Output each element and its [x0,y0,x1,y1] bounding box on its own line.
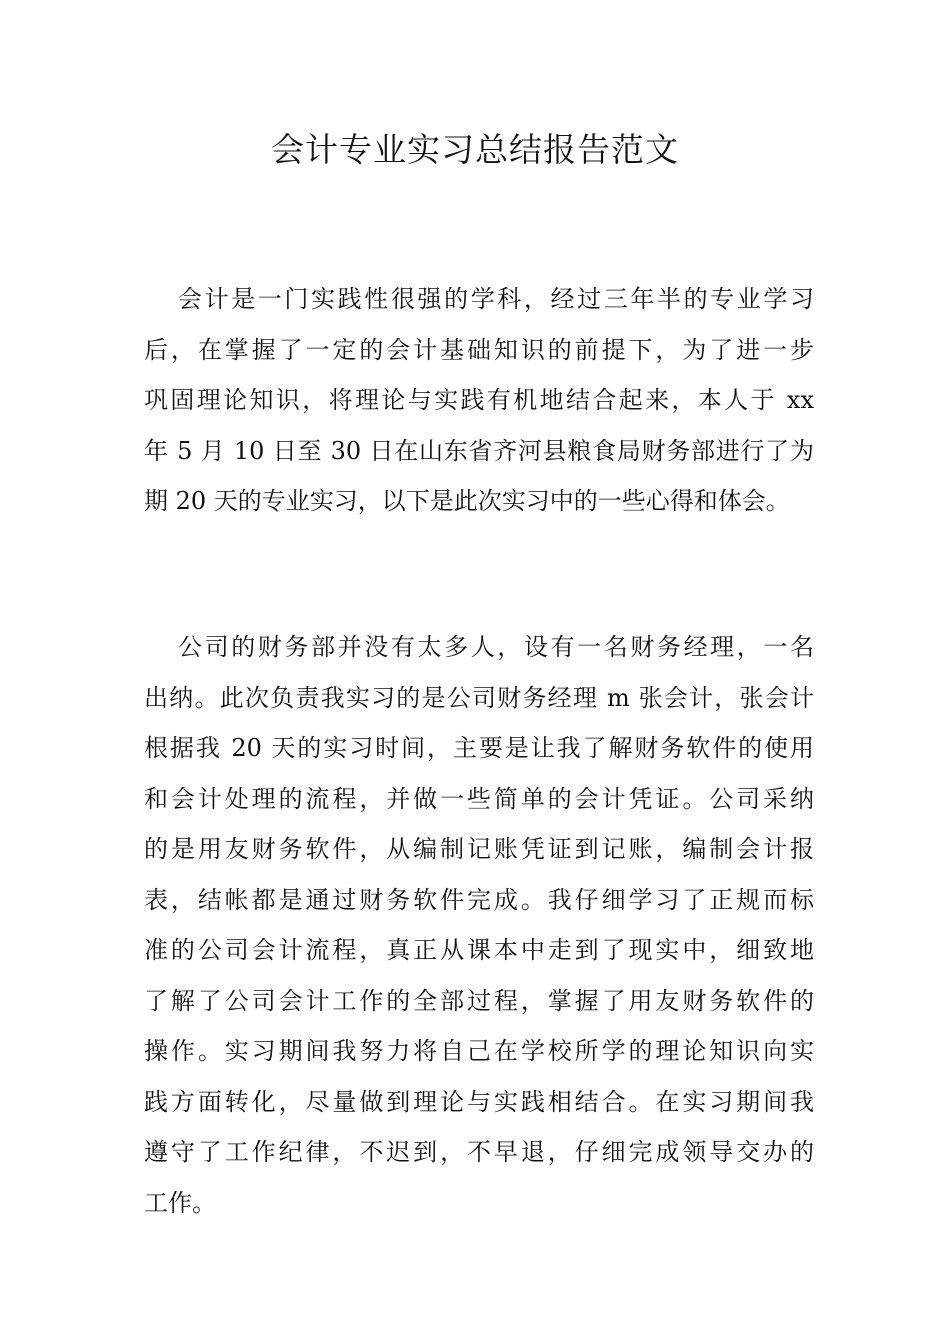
paragraph-line: 后，在掌握了一定的会计基础知识的前提下，为了进一步 [144,335,814,364]
paragraph-line: 的是用友财务软件，从编制记账凭证到记账，编制会计报 [144,835,814,863]
paragraph-line: 巩固理论知识，将理论与实践有机地结合起来，本人于 xx [144,386,814,414]
paragraph-finance-department [144,622,814,1228]
paragraph-line: 了解了公司会计工作的全部过程，掌握了用友财务软件的 [144,986,814,1015]
paragraph-line: 公司的财务部并没有太多人，设有一名财务经理，一名 [178,633,814,661]
paragraph-line: 准的公司会计流程，真正从课本中走到了现实中，细致地 [144,936,814,964]
paragraph-line: 操作。实习期间我努力将自己在学校所学的理论知识向实 [144,1037,814,1065]
paragraph-line: 表，结帐都是通过财务软件完成。我仔细学习了正规而标 [144,885,814,914]
paragraph-line: 会计是一门实践性很强的学科，经过三年半的专业学习 [178,285,814,313]
document-title: 会计专业实习总结报告范文 [271,130,679,169]
paragraph-line: 践方面转化，尽量做到理论与实践相结合。在实习期间我 [144,1087,814,1116]
paragraph-line: 期 20 天的专业实习，以下是此次实习中的一些心得和体会。 [144,487,790,515]
paragraph-line: 工作。 [144,1188,216,1217]
paragraph-line: 根据我 20 天的实习时间，主要是让我了解财务软件的使用 [144,734,814,762]
paragraph-line: 出纳。此次负责我实习的是公司财务经理 m 张会计，张会计 [144,683,814,712]
paragraph-line: 和会计处理的流程，并做一些简单的会计凭证。公司采纳 [144,784,814,813]
paragraph-line: 年 5 月 10 日至 30 日在山东省齐河县粮食局财务部进行了为 [144,436,814,465]
paragraph-internship-intro [144,274,814,527]
paragraph-line: 遵守了工作纪律，不迟到，不早退，仔细完成领导交办的 [144,1138,814,1166]
